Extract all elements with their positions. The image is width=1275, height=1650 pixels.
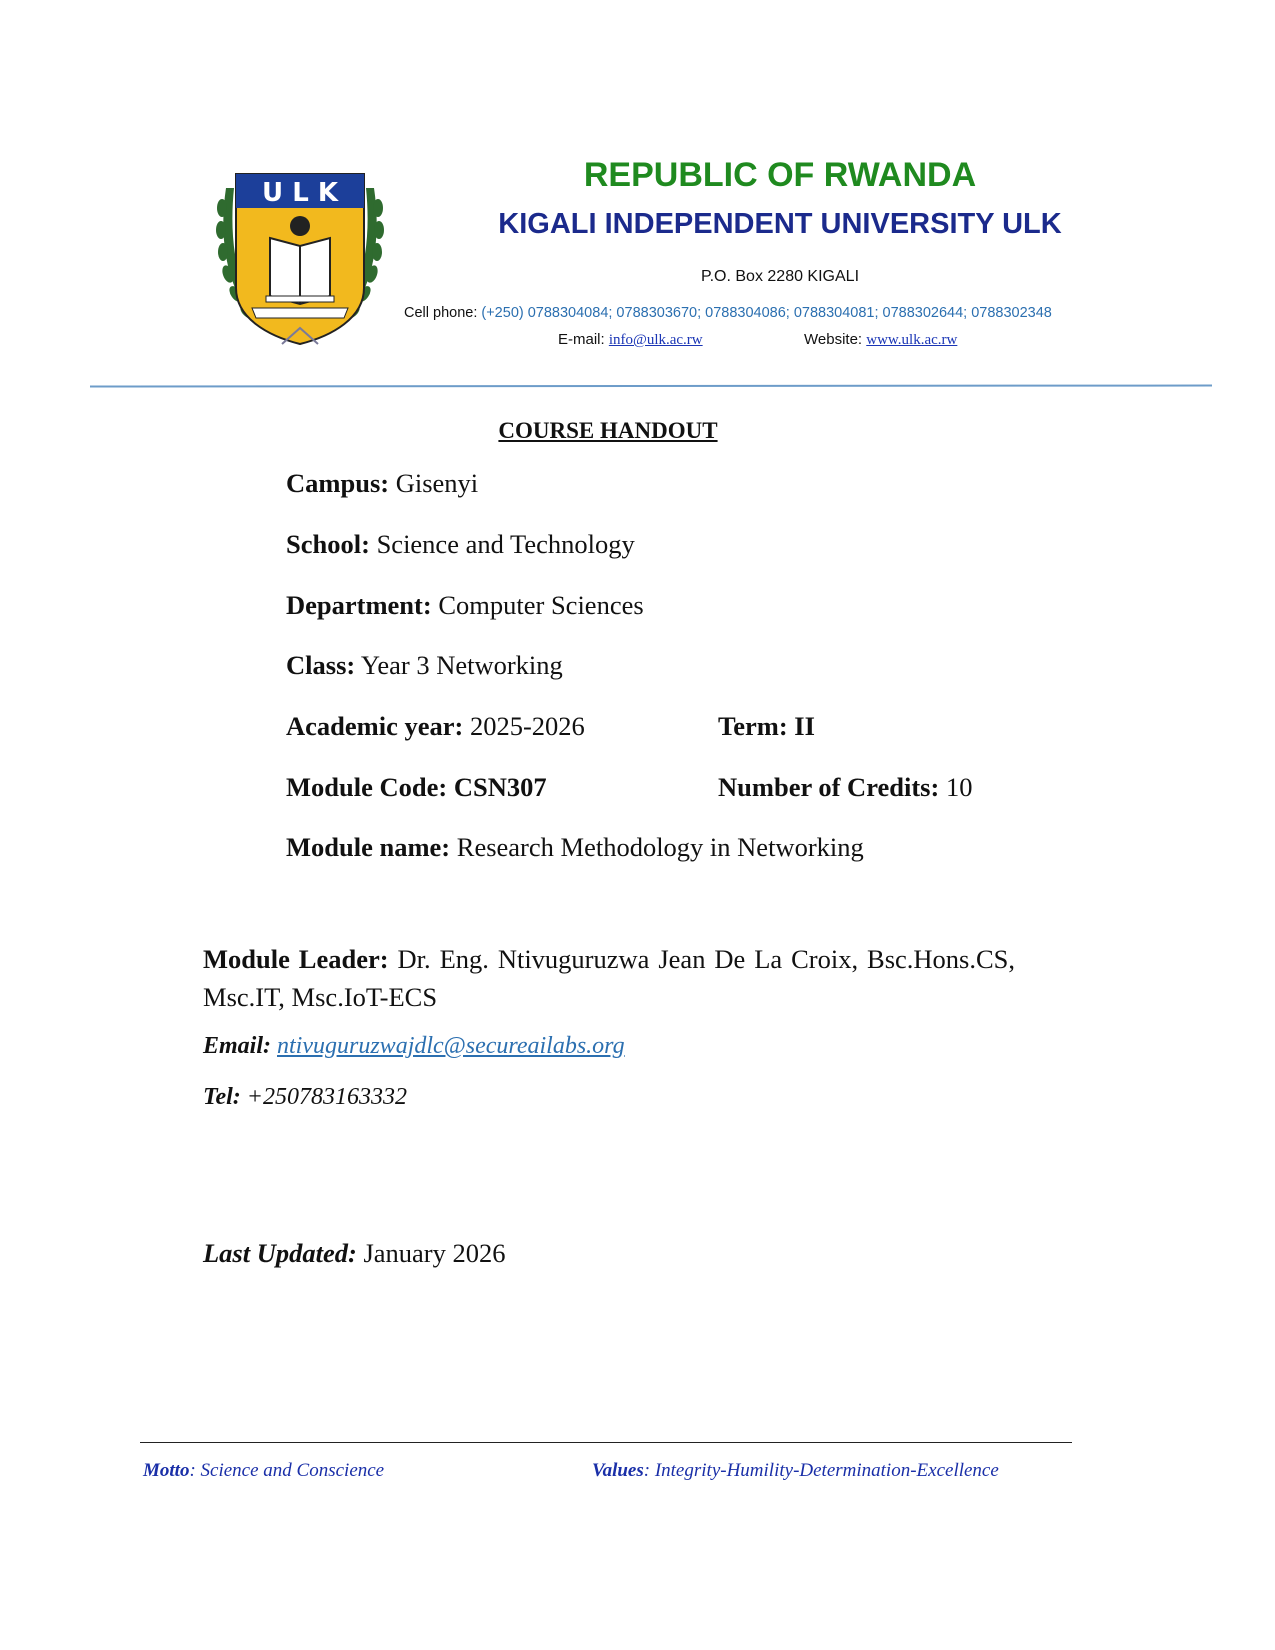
module-name-line — [286, 832, 864, 863]
module-name-value: Research Methodology in Networking — [456, 832, 864, 862]
module-leader-name: Dr. Eng. Ntivuguruzwa Jean De La Croix, Bsc.Hons.CS, Msc.IT, Msc.IoT-ECS — [203, 944, 1016, 1012]
cell-label: Cell phone: — [404, 305, 478, 321]
footer-values — [592, 1460, 999, 1482]
class-label: Class: — [286, 650, 356, 680]
leader-email-line — [203, 1033, 625, 1060]
module-leader — [203, 940, 1015, 1016]
module-leader-label: Module Leader: — [203, 944, 389, 974]
header-website — [804, 331, 957, 349]
motto-text: : Science and Conscience — [189, 1460, 385, 1481]
academic-year-value: 2025-2026 — [469, 711, 585, 741]
module-code-label: Module Code: — [286, 772, 448, 802]
campus-value: Gisenyi — [395, 468, 479, 498]
credits-value: 10 — [945, 772, 973, 802]
credits-label: Number of Credits: — [718, 772, 940, 802]
class-line — [286, 650, 563, 681]
term-label: Term: — [718, 711, 788, 741]
motto-label: Motto — [143, 1460, 190, 1481]
last-updated — [203, 1238, 506, 1269]
header-cell-phone — [404, 305, 1052, 321]
email-link[interactable]: info@ulk.ac.rw — [608, 332, 703, 348]
header-email — [558, 331, 703, 349]
values-text: : Integrity-Humility-Determination-Excellence — [643, 1460, 999, 1481]
footer-divider — [140, 1442, 1072, 1443]
leader-tel-label: Tel: — [203, 1084, 241, 1110]
campus-label: Campus: — [286, 468, 390, 498]
academic-year-label: Academic year: — [286, 711, 464, 741]
document-title: COURSE HANDOUT — [498, 418, 718, 443]
last-updated-label: Last Updated: — [203, 1238, 357, 1268]
school-line — [286, 529, 635, 560]
campus-line — [286, 468, 478, 499]
leader-email-label: Email: — [203, 1033, 272, 1059]
last-updated-value: January 2026 — [363, 1238, 506, 1268]
header-university: KIGALI INDEPENDENT UNIVERSITY ULK — [498, 208, 1062, 240]
values-label: Values — [592, 1460, 644, 1481]
website-link[interactable]: www.ulk.ac.rw — [866, 332, 958, 348]
module-code-line — [286, 772, 547, 803]
header-republic: REPUBLIC OF RWANDA — [583, 156, 977, 194]
department-label: Department: — [286, 590, 432, 620]
logo-letters: U L K — [262, 178, 338, 208]
module-code-value: CSN307 — [453, 772, 547, 802]
credits-line — [718, 772, 972, 803]
module-name-label: Module name: — [286, 832, 451, 862]
leader-tel-value: +250783163332 — [246, 1084, 407, 1110]
department-line — [286, 590, 644, 621]
website-label: Website: — [804, 331, 863, 348]
leader-email-link[interactable]: ntivuguruzwajdlc@secureailabs.org — [277, 1033, 625, 1059]
class-value: Year 3 Networking — [360, 650, 563, 680]
header-divider — [90, 385, 1212, 388]
department-value: Computer Sciences — [438, 590, 644, 620]
leader-tel-line — [203, 1084, 407, 1111]
cell-numbers: (+250) 0788304084; 0788303670; 0788304086; 0788304081; 0788302644; 0788302348 — [481, 305, 1052, 321]
header-po-box: P.O. Box 2280 KIGALI — [700, 268, 860, 285]
term-value: II — [794, 711, 815, 741]
ulk-logo — [212, 168, 388, 354]
school-label: School: — [286, 529, 370, 559]
school-value: Science and Technology — [376, 529, 635, 559]
academic-year-line — [286, 711, 585, 742]
email-label: E-mail: — [558, 331, 605, 348]
footer-motto — [143, 1460, 384, 1482]
term-line — [718, 711, 815, 742]
